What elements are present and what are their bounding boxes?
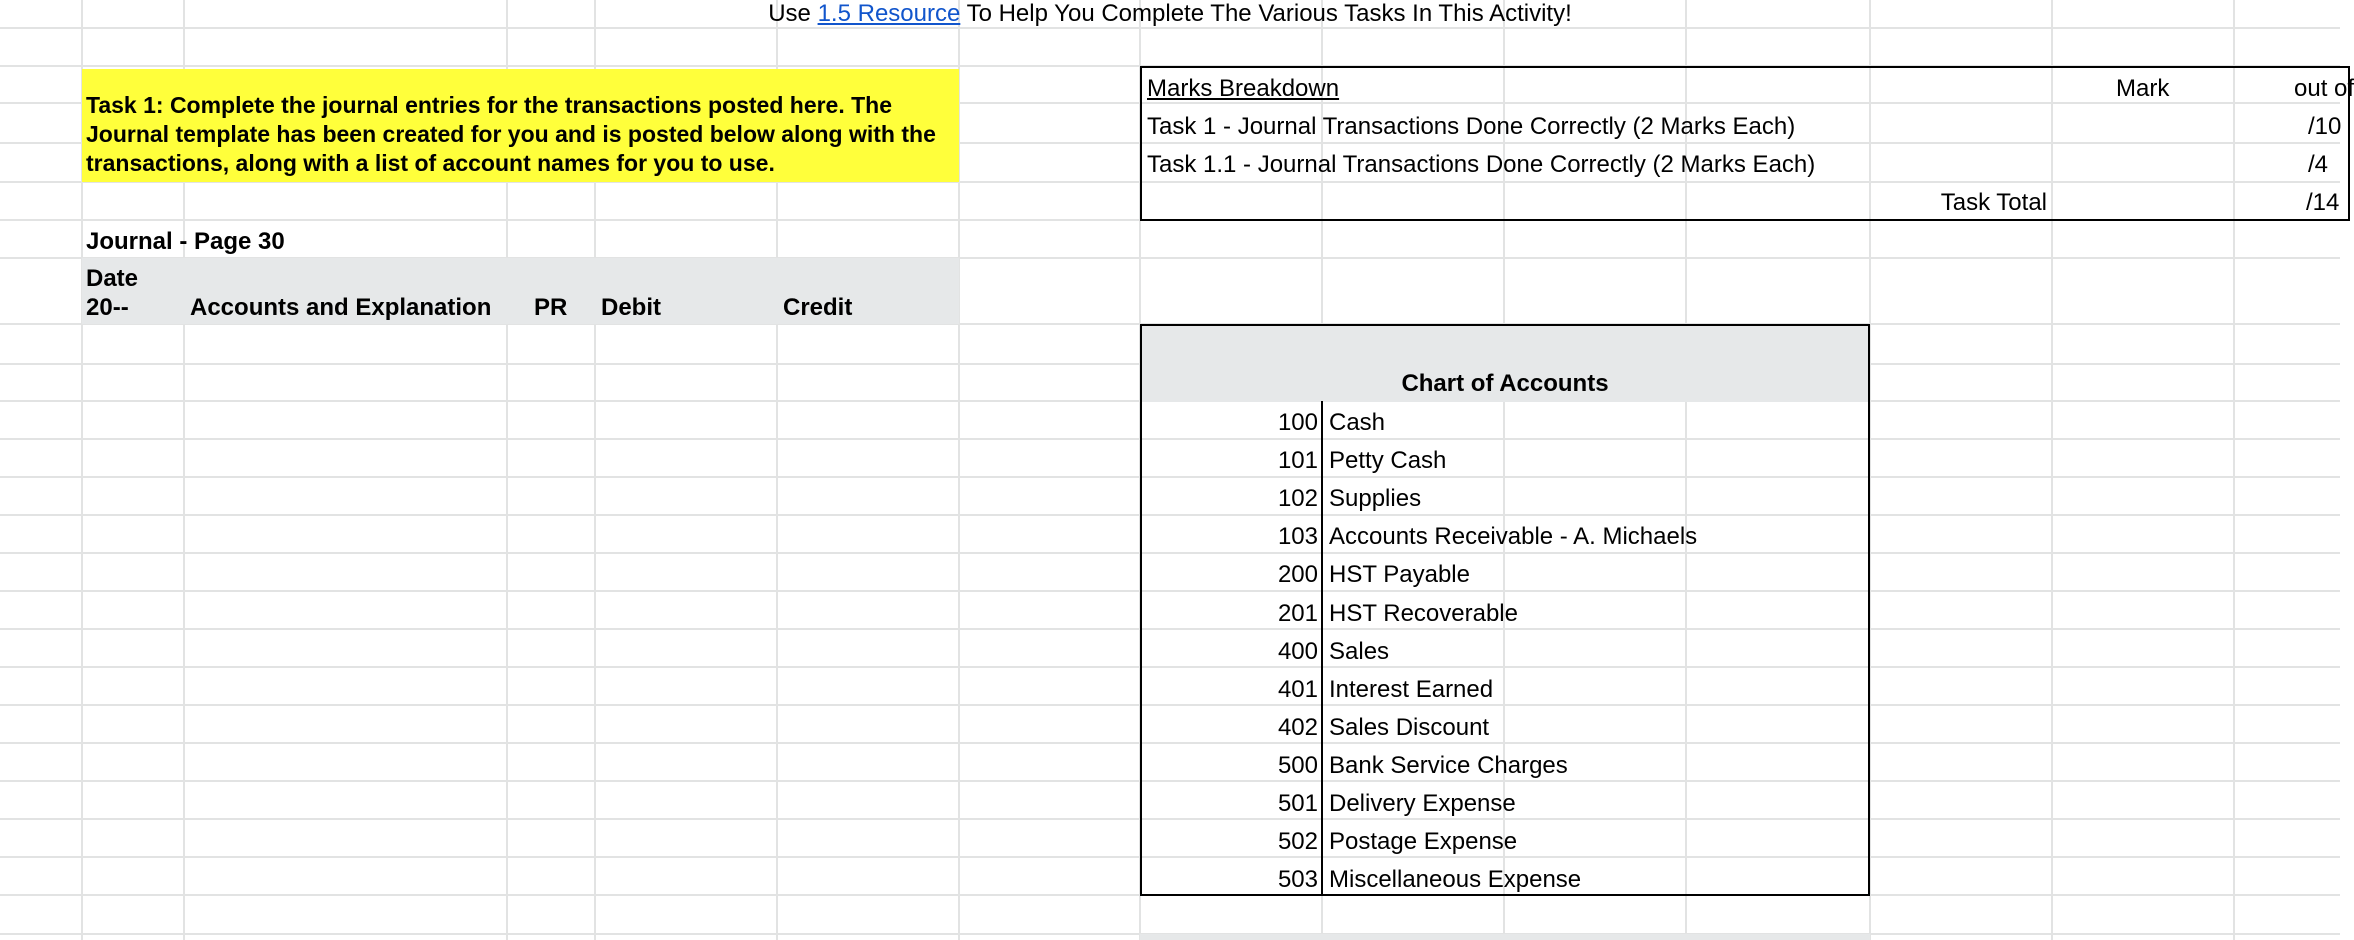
account-name: Miscellaneous Expense xyxy=(1329,866,1582,893)
banner-prefix: Use xyxy=(768,0,818,27)
accounts-header: Accounts and Explanation xyxy=(190,294,492,321)
task1-line-2: Journal template has been created for you and is posted below along with the xyxy=(86,121,936,147)
pr-header: PR xyxy=(534,294,568,321)
debit-header: Debit xyxy=(601,294,661,321)
date-header: Date xyxy=(86,265,139,292)
task-total-out-of: /14 xyxy=(2306,189,2340,216)
next-section-header xyxy=(1140,934,1870,940)
account-number: 102 xyxy=(1277,485,1318,512)
account-name: Postage Expense xyxy=(1329,828,1518,855)
out-of-column-header: out of xyxy=(2294,75,2354,102)
account-name: HST Recoverable xyxy=(1329,600,1518,627)
year-header: 20-- xyxy=(86,294,129,321)
account-name: Sales Discount xyxy=(1329,714,1490,741)
account-name: Accounts Receivable - A. Michaels xyxy=(1329,523,1698,550)
account-number: 201 xyxy=(1277,600,1318,627)
marks-row-task1-1-out-of: /4 xyxy=(2308,151,2329,178)
account-number: 401 xyxy=(1277,676,1318,703)
account-name: HST Payable xyxy=(1329,561,1470,588)
marks-row-task1-1: Task 1.1 - Journal Transactions Done Correctly (2 Marks Each) xyxy=(1147,151,1816,178)
account-name: Sales xyxy=(1329,638,1390,665)
account-name: Delivery Expense xyxy=(1329,790,1516,817)
resource-banner xyxy=(600,0,1740,28)
account-number: 503 xyxy=(1277,866,1318,893)
chart-of-accounts-divider xyxy=(1321,401,1323,895)
task1-instructions xyxy=(82,69,959,182)
task1-line-3: transactions, along with a list of account names for you to use. xyxy=(86,150,775,176)
account-name: Supplies xyxy=(1329,485,1422,512)
account-number: 103 xyxy=(1277,523,1318,550)
account-number: 501 xyxy=(1277,790,1318,817)
marks-title: Marks Breakdown xyxy=(1147,75,1340,102)
banner-suffix: To Help You Complete The Various Tasks In This Activity! xyxy=(960,0,1572,27)
marks-row-task1: Task 1 - Journal Transactions Done Correctly (2 Marks Each) xyxy=(1147,113,1796,140)
task-total-label: Task Total xyxy=(1940,189,2047,216)
task1-line-1: Task 1: Complete the journal entries for the transactions posted here. The xyxy=(86,92,893,118)
account-name: Interest Earned xyxy=(1329,676,1494,703)
account-number: 400 xyxy=(1277,638,1318,665)
journal-title: Journal - Page 30 xyxy=(86,228,285,255)
resource-link[interactable]: 1.5 Resource xyxy=(817,0,961,27)
account-name: Petty Cash xyxy=(1329,447,1447,474)
account-number: 100 xyxy=(1277,409,1318,436)
account-number: 402 xyxy=(1277,714,1318,741)
account-name: Bank Service Charges xyxy=(1329,752,1568,779)
account-number: 502 xyxy=(1277,828,1318,855)
marks-row-task1-out-of: /10 xyxy=(2308,113,2342,140)
mark-column-header: Mark xyxy=(2116,75,2170,102)
chart-of-accounts-title: Chart of Accounts xyxy=(1401,370,1609,397)
account-name: Cash xyxy=(1329,409,1386,436)
account-number: 500 xyxy=(1277,752,1318,779)
account-number: 200 xyxy=(1277,561,1318,588)
account-number: 101 xyxy=(1277,447,1318,474)
credit-header: Credit xyxy=(783,294,853,321)
